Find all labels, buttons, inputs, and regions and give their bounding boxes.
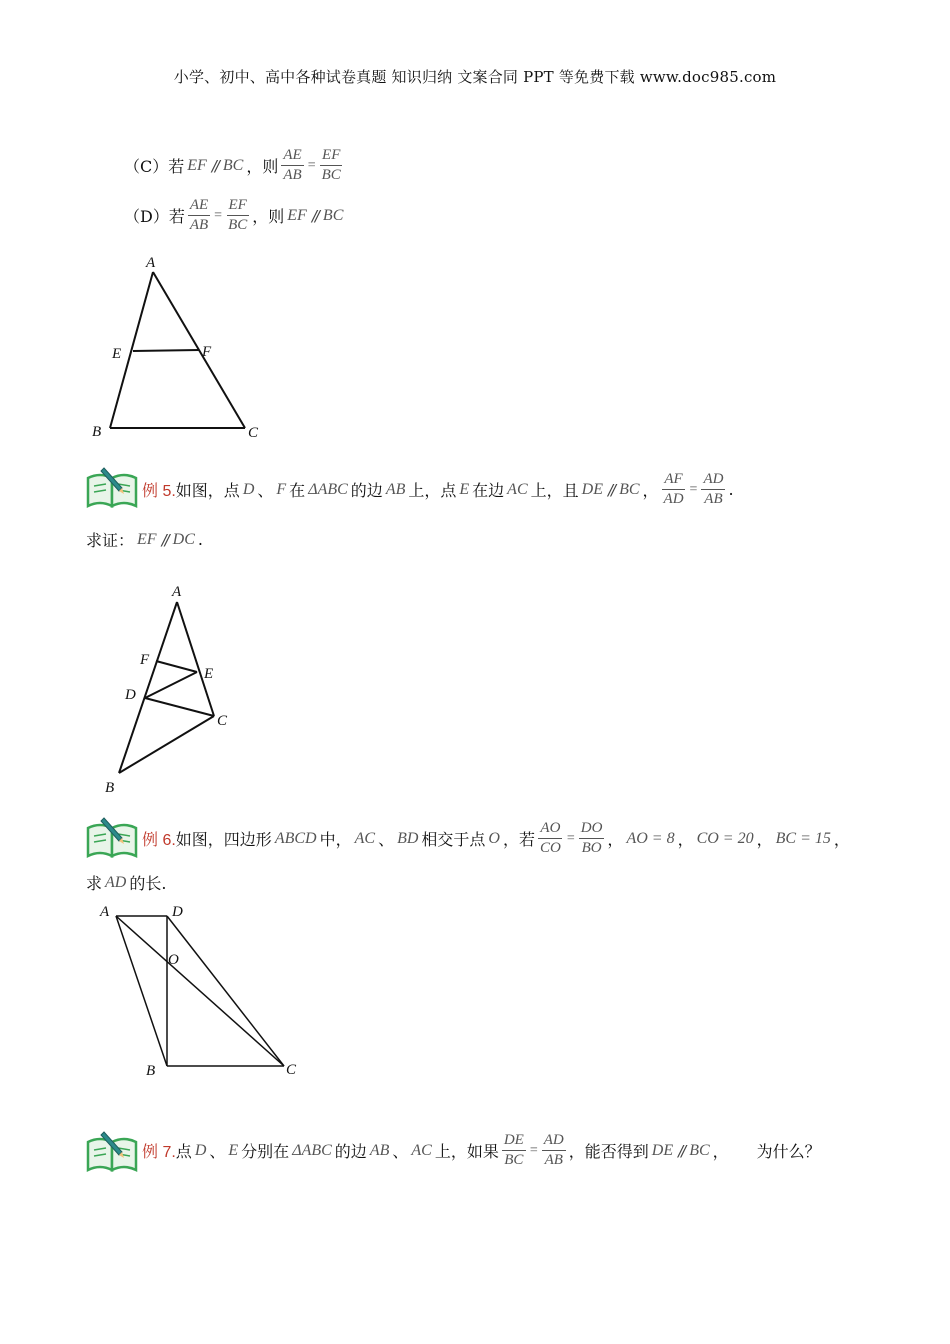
math-point: F	[276, 480, 287, 498]
text-segment: 的长.	[129, 874, 167, 893]
example-6-question	[86, 871, 166, 894]
label-b: B	[105, 780, 115, 796]
segment-dc	[145, 698, 214, 716]
math-triangle: ΔABC	[292, 1141, 332, 1159]
figure-2-triangle	[100, 580, 250, 800]
fraction-numerator: AF	[662, 470, 684, 490]
label-c: C	[286, 1062, 297, 1078]
math-segment: DC	[172, 530, 195, 548]
text-segment: 分别在	[241, 1142, 290, 1161]
fraction-numerator: EF	[227, 196, 249, 216]
math-value: BC = 15	[775, 829, 831, 847]
figure-3-quadrilateral	[92, 898, 312, 1083]
book-pencil-icon	[86, 816, 140, 860]
math-segment: DE	[651, 1141, 674, 1159]
fraction-numerator: AD	[701, 470, 725, 490]
label-f: F	[202, 344, 212, 360]
math-segment: EF	[137, 530, 157, 548]
math-point: O	[488, 829, 500, 847]
fraction-numerator: AE	[281, 146, 303, 166]
option-d-res-b: BC	[322, 206, 344, 224]
math-segment: BD	[397, 829, 419, 847]
book-pencil-icon	[86, 466, 140, 510]
fraction-denominator: AB	[283, 167, 302, 183]
text-segment: 相交于点	[421, 830, 486, 849]
text-segment: 为什么？	[756, 1142, 821, 1161]
example-5-statement	[142, 470, 734, 509]
fraction-denominator: CO	[540, 840, 561, 856]
math-segment: AB	[385, 480, 406, 498]
text-segment: 、	[257, 481, 274, 500]
example-number: 例 6.	[142, 832, 176, 849]
math-segment: DE	[581, 480, 603, 498]
fraction-denominator: BC	[321, 167, 341, 183]
figure-1-triangle	[80, 250, 280, 450]
text-segment: 的边	[334, 1142, 367, 1161]
math-segment: AC	[507, 480, 528, 498]
text-segment: 上，点	[408, 481, 457, 500]
label-e: E	[112, 346, 122, 362]
fraction-denominator: AD	[663, 491, 684, 507]
text-segment: ，	[712, 1142, 729, 1161]
math-segment: AC	[411, 1141, 432, 1159]
label-d: D	[125, 687, 136, 703]
option-c-cond-b: BC	[222, 156, 244, 174]
side-bc	[119, 716, 214, 773]
text-segment: 在	[289, 481, 306, 500]
math-point: D	[242, 480, 255, 498]
math-quadrilateral: ABCD	[274, 829, 317, 847]
text-segment: ，	[642, 481, 659, 500]
side-ac	[177, 602, 214, 716]
fraction-numerator: AE	[188, 196, 210, 216]
fraction	[502, 1131, 526, 1170]
fraction-denominator: BC	[228, 217, 248, 233]
fraction-numerator: AD	[542, 1131, 566, 1151]
text-segment: 、	[209, 1142, 226, 1161]
equals-sign: =	[566, 830, 575, 846]
label-c: C	[217, 713, 228, 729]
segment-ef	[133, 350, 199, 351]
label-e: E	[204, 666, 214, 682]
equals-sign: =	[689, 481, 698, 497]
equals-sign: =	[214, 207, 223, 223]
fraction	[538, 819, 563, 858]
label-a: A	[172, 584, 182, 600]
text-segment: ，若	[502, 830, 535, 849]
label-d: D	[172, 904, 183, 920]
fraction-numerator: DE	[502, 1131, 526, 1151]
label-b: B	[92, 424, 102, 440]
parallel-symbol: //	[211, 156, 218, 175]
option-d-res-a: EF	[287, 206, 307, 224]
text-segment: 如图，点	[175, 481, 240, 500]
text-segment: 求	[86, 874, 103, 893]
segment-fe	[156, 661, 197, 672]
text-segment: 、	[392, 1142, 409, 1161]
fraction	[701, 470, 725, 509]
prove-label: 求证：	[86, 531, 135, 550]
math-segment: BC	[619, 480, 640, 498]
option-c-cond-a: EF	[187, 156, 207, 174]
fraction-numerator: AO	[538, 819, 562, 839]
text-segment: 、	[378, 830, 395, 849]
label-a: A	[100, 904, 110, 920]
fraction	[542, 1131, 566, 1170]
equals-sign: =	[307, 157, 316, 173]
text-segment: 如图，四边形	[175, 830, 272, 849]
parallel-symbol: //	[607, 480, 615, 499]
example-number: 例 5.	[142, 483, 176, 500]
label-c: C	[248, 425, 259, 441]
parallel-symbol: //	[678, 1141, 685, 1160]
label-b: B	[146, 1063, 156, 1079]
option-d-sep: ，则	[252, 207, 285, 226]
math-value: CO = 20	[696, 829, 754, 847]
option-c-sep: ，则	[246, 157, 279, 176]
math-point: D	[194, 1141, 207, 1159]
text-segment: .	[728, 480, 734, 499]
math-value: AO = 8	[626, 829, 675, 847]
label-a: A	[146, 255, 156, 271]
example-7-statement	[142, 1131, 821, 1170]
option-c-fraction-1	[281, 146, 303, 185]
math-triangle: ΔABC	[308, 480, 348, 498]
fraction-denominator: BC	[504, 1152, 524, 1168]
fraction-numerator: DO	[579, 819, 605, 839]
equals-sign: =	[529, 1142, 538, 1158]
math-point: E	[228, 1141, 239, 1159]
text-segment: 的边	[350, 481, 383, 500]
math-segment: AC	[354, 829, 376, 847]
page-header: 小学、初中、高中各种试卷真题 知识归纳 文案合同 PPT 等免费下载 www.doc985.com	[173, 68, 777, 86]
option-d-label: （D）若	[124, 207, 185, 226]
math-point: E	[459, 480, 470, 498]
book-pencil-icon	[86, 1130, 140, 1174]
fraction-denominator: AB	[544, 1152, 563, 1168]
parallel-symbol: //	[311, 206, 318, 225]
text-segment: ，	[677, 830, 694, 849]
text-segment: ，能否得到	[568, 1142, 649, 1161]
example-number: 例 7.	[142, 1144, 176, 1161]
example-6-statement	[142, 819, 850, 858]
text-segment: .	[197, 530, 203, 549]
fraction-denominator: BO	[581, 840, 602, 856]
fraction	[579, 819, 605, 858]
fraction-denominator: AB	[189, 217, 209, 233]
text-segment: 上，如果	[434, 1142, 499, 1161]
label-o: O	[168, 952, 179, 968]
example-5-prove	[86, 528, 203, 551]
fraction	[662, 470, 686, 509]
option-d-fraction-2	[226, 196, 249, 235]
text-segment: 中，	[319, 830, 352, 849]
fraction-numerator: EF	[320, 146, 342, 166]
side-dc	[167, 916, 284, 1066]
text-segment: 在边	[472, 481, 505, 500]
text-segment: ，	[607, 830, 624, 849]
option-c-fraction-2	[320, 146, 343, 185]
option-d-fraction-1	[188, 196, 210, 235]
option-c	[124, 146, 346, 185]
label-f: F	[140, 652, 150, 668]
text-segment: ，	[756, 830, 773, 849]
text-segment: ，	[833, 830, 850, 849]
math-segment: AD	[105, 873, 127, 891]
math-segment: AB	[369, 1141, 390, 1159]
text-segment: 点	[175, 1142, 192, 1161]
math-segment: BC	[689, 1141, 710, 1159]
parallel-symbol: //	[161, 530, 168, 549]
option-d	[124, 196, 346, 235]
fraction-denominator: AB	[704, 491, 723, 507]
option-c-label: （C）若	[124, 157, 185, 176]
text-segment: 上，且	[530, 481, 579, 500]
